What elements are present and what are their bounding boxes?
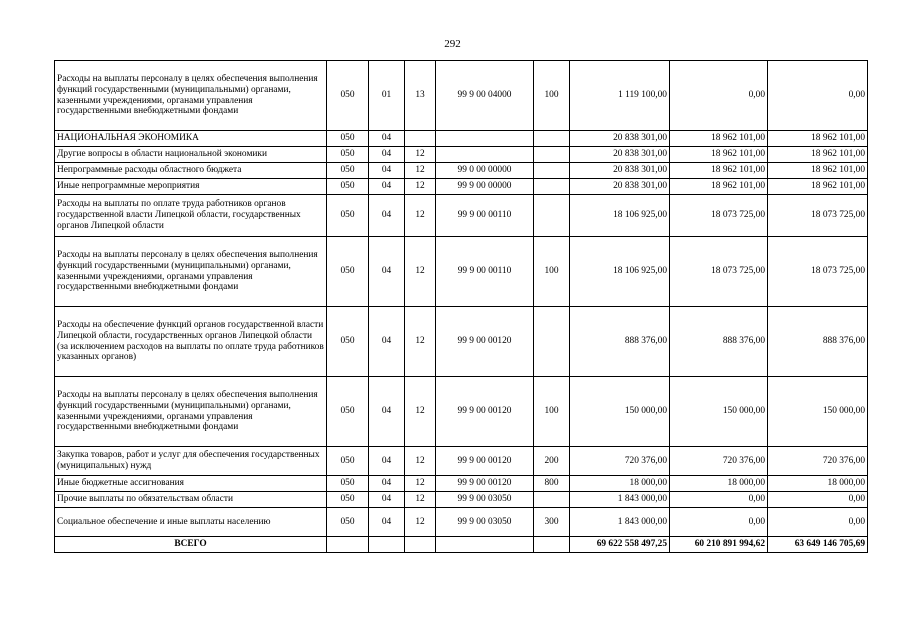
row-sum-1: 18 106 925,00 [570, 195, 670, 237]
table-row [55, 377, 868, 447]
row-csr: 99 9 00 00110 [436, 195, 534, 237]
row-pr: 12 [405, 237, 436, 307]
budget-table [54, 60, 868, 553]
row-name: НАЦИОНАЛЬНАЯ ЭКОНОМИКА [55, 131, 327, 147]
row-vr: 100 [534, 61, 570, 131]
row-csr: 99 9 00 00120 [436, 307, 534, 377]
row-vr [534, 179, 570, 195]
row-rz: 04 [369, 237, 405, 307]
row-sum-3: 18 962 101,00 [768, 179, 868, 195]
row-ved: 050 [327, 163, 369, 179]
row-name: Иные бюджетные ассигнования [55, 476, 327, 492]
row-sum-3: 18 073 725,00 [768, 195, 868, 237]
row-sum-1: 18 106 925,00 [570, 237, 670, 307]
row-ved: 050 [327, 447, 369, 476]
row-pr: 12 [405, 163, 436, 179]
row-csr: 99 9 00 03050 [436, 508, 534, 537]
row-csr [436, 131, 534, 147]
table-row [55, 163, 868, 179]
row-name: Социальное обеспечение и иные выплаты населению [55, 508, 327, 537]
row-sum-2: 150 000,00 [670, 377, 768, 447]
row-pr: 12 [405, 447, 436, 476]
row-sum-2: 0,00 [670, 61, 768, 131]
row-pr: 12 [405, 195, 436, 237]
row-csr: 99 0 00 00000 [436, 163, 534, 179]
table-row [55, 476, 868, 492]
row-sum-1: 888 376,00 [570, 307, 670, 377]
table-row [55, 179, 868, 195]
row-csr: 99 9 00 00110 [436, 237, 534, 307]
row-rz: 04 [369, 508, 405, 537]
row-ved: 050 [327, 307, 369, 377]
table-row [55, 131, 868, 147]
row-sum-1: 20 838 301,00 [570, 179, 670, 195]
row-pr: 12 [405, 508, 436, 537]
row-vr: 800 [534, 476, 570, 492]
row-csr: 99 9 00 04000 [436, 61, 534, 131]
table-row [55, 195, 868, 237]
total-sum-1: 69 622 558 497,25 [570, 537, 670, 553]
row-vr: 200 [534, 447, 570, 476]
row-pr [405, 131, 436, 147]
row-sum-1: 720 376,00 [570, 447, 670, 476]
row-name: Прочие выплаты по обязательствам области [55, 492, 327, 508]
row-sum-2: 18 962 101,00 [670, 179, 768, 195]
row-rz: 04 [369, 195, 405, 237]
row-sum-2: 0,00 [670, 492, 768, 508]
row-vr [534, 131, 570, 147]
row-sum-3: 0,00 [768, 61, 868, 131]
row-sum-1: 18 000,00 [570, 476, 670, 492]
row-sum-3: 0,00 [768, 492, 868, 508]
row-name: Непрограммные расходы областного бюджета [55, 163, 327, 179]
row-name: Расходы на обеспечение функций органов государственной власти Липецкой области, государственных органов Липецкой области (за исключением расходов на выплаты по оплате труда работников указанных органов) [55, 307, 327, 377]
row-rz: 04 [369, 476, 405, 492]
table-row [55, 307, 868, 377]
row-sum-2: 720 376,00 [670, 447, 768, 476]
row-rz: 04 [369, 147, 405, 163]
row-sum-3: 18 073 725,00 [768, 237, 868, 307]
table-row [55, 147, 868, 163]
total-empty-cell [327, 537, 369, 553]
row-sum-3: 18 962 101,00 [768, 147, 868, 163]
row-pr: 13 [405, 61, 436, 131]
row-ved: 050 [327, 237, 369, 307]
row-name: Другие вопросы в области национальной экономики [55, 147, 327, 163]
row-vr: 300 [534, 508, 570, 537]
row-rz: 04 [369, 492, 405, 508]
row-pr: 12 [405, 307, 436, 377]
row-rz: 04 [369, 179, 405, 195]
row-name: Расходы на выплаты персоналу в целях обеспечения выполнения функций государственными (муниципальными) органами, казенными учреждениями, органами управления государственными внебюджетными фондами [55, 377, 327, 447]
row-rz: 04 [369, 307, 405, 377]
row-sum-3: 150 000,00 [768, 377, 868, 447]
row-vr [534, 195, 570, 237]
row-sum-3: 0,00 [768, 508, 868, 537]
row-ved: 050 [327, 476, 369, 492]
row-sum-3: 18 962 101,00 [768, 131, 868, 147]
row-csr: 99 9 00 00120 [436, 447, 534, 476]
total-empty-cell [534, 537, 570, 553]
row-sum-3: 18 000,00 [768, 476, 868, 492]
table-row [55, 508, 868, 537]
row-name: Закупка товаров, работ и услуг для обеспечения государственных (муниципальных) нужд [55, 447, 327, 476]
row-sum-2: 18 962 101,00 [670, 163, 768, 179]
row-rz: 01 [369, 61, 405, 131]
row-csr: 99 9 00 00120 [436, 377, 534, 447]
row-pr: 12 [405, 179, 436, 195]
table-row [55, 447, 868, 476]
row-sum-2: 888 376,00 [670, 307, 768, 377]
row-ved: 050 [327, 492, 369, 508]
row-ved: 050 [327, 377, 369, 447]
row-csr: 99 9 00 03050 [436, 492, 534, 508]
row-sum-1: 1 119 100,00 [570, 61, 670, 131]
row-rz: 04 [369, 163, 405, 179]
row-sum-3: 720 376,00 [768, 447, 868, 476]
total-empty-cell [436, 537, 534, 553]
table-row [55, 237, 868, 307]
row-csr: 99 9 00 00120 [436, 476, 534, 492]
row-csr: 99 9 00 00000 [436, 179, 534, 195]
table-row [55, 61, 868, 131]
row-ved: 050 [327, 131, 369, 147]
row-vr [534, 163, 570, 179]
total-sum-3: 63 649 146 705,69 [768, 537, 868, 553]
row-ved: 050 [327, 508, 369, 537]
row-rz: 04 [369, 447, 405, 476]
row-sum-1: 20 838 301,00 [570, 163, 670, 179]
row-ved: 050 [327, 61, 369, 131]
row-pr: 12 [405, 377, 436, 447]
total-label: ВСЕГО [55, 537, 327, 553]
row-name: Иные непрограммные мероприятия [55, 179, 327, 195]
row-sum-1: 150 000,00 [570, 377, 670, 447]
row-sum-2: 18 962 101,00 [670, 131, 768, 147]
row-sum-2: 18 073 725,00 [670, 195, 768, 237]
row-pr: 12 [405, 492, 436, 508]
row-sum-2: 18 073 725,00 [670, 237, 768, 307]
row-name: Расходы на выплаты персоналу в целях обеспечения выполнения функций государственными (муниципальными) органами, казенными учреждениями, органами управления государственными внебюджетными фондами [55, 61, 327, 131]
row-sum-1: 20 838 301,00 [570, 147, 670, 163]
table-row [55, 492, 868, 508]
row-vr [534, 492, 570, 508]
page-number: 292 [444, 38, 461, 50]
row-name: Расходы на выплаты персоналу в целях обеспечения выполнения функций государственными (муниципальными) органами, казенными учреждениями, органами управления государственными внебюджетными фондами [55, 237, 327, 307]
row-vr: 100 [534, 237, 570, 307]
row-sum-1: 1 843 000,00 [570, 508, 670, 537]
row-rz: 04 [369, 377, 405, 447]
row-ved: 050 [327, 195, 369, 237]
row-sum-1: 20 838 301,00 [570, 131, 670, 147]
row-sum-2: 18 962 101,00 [670, 147, 768, 163]
row-vr [534, 147, 570, 163]
row-sum-1: 1 843 000,00 [570, 492, 670, 508]
row-sum-3: 18 962 101,00 [768, 163, 868, 179]
total-empty-cell [369, 537, 405, 553]
row-name: Расходы на выплаты по оплате труда работников органов государственной власти Липецкой области, государственных органов Липецкой области [55, 195, 327, 237]
row-vr: 100 [534, 377, 570, 447]
total-sum-2: 60 210 891 994,62 [670, 537, 768, 553]
row-pr: 12 [405, 476, 436, 492]
row-sum-3: 888 376,00 [768, 307, 868, 377]
row-ved: 050 [327, 147, 369, 163]
total-empty-cell [405, 537, 436, 553]
row-csr [436, 147, 534, 163]
row-ved: 050 [327, 179, 369, 195]
row-vr [534, 307, 570, 377]
row-sum-2: 18 000,00 [670, 476, 768, 492]
row-rz: 04 [369, 131, 405, 147]
total-row [55, 537, 868, 553]
row-pr: 12 [405, 147, 436, 163]
row-sum-2: 0,00 [670, 508, 768, 537]
